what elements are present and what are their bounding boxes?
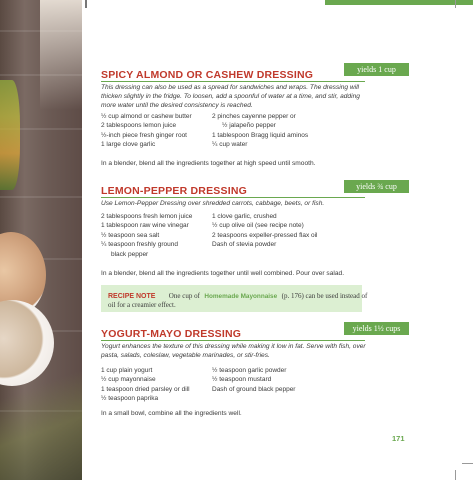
crop-mark — [85, 0, 87, 8]
recipe-intro: Yogurt enhances the texture of this dressing while making it low in fat. Serve with fish, over pasta, salads, coleslaw, vegetable marinades, or stir-fries. — [101, 343, 366, 359]
ingredients-left: 2 tablespoons fresh lemon juice 1 tablespoon raw wine vinegar ½ teaspoon sea salt ¼ teaspoon freshly ground black pepper — [101, 213, 193, 258]
recipe-note-label: RECIPE NOTE — [108, 293, 156, 300]
recipe-title: YOGURT-MAYO DRESSING — [101, 328, 242, 340]
recipe-intro: Use Lemon-Pepper Dressing over shredded carrots, cabbage, beets, or fish. — [101, 200, 325, 207]
title-rule — [101, 197, 365, 198]
recipe-intro: This dressing can also be used as a spread for sandwiches and wraps. The dressing will thicken slightly in the fridge. To loosen, add a spoonful of water at a time, and stir, adding more water until the desired consistency is reached. — [101, 84, 360, 109]
recipe-title: LEMON-PEPPER DRESSING — [101, 185, 247, 197]
page-number: 171 — [392, 434, 405, 443]
yields-badge: yields 1½ cups — [344, 322, 409, 335]
crop-mark — [455, 0, 456, 8]
recipe-title: SPICY ALMOND OR CASHEW DRESSING — [101, 69, 314, 81]
crop-mark — [455, 470, 456, 480]
ingredients-right: 2 pinches cayenne pepper or ½ jalapeño pepper 1 tablespoon Bragg liquid aminos ¼ cup water — [212, 113, 309, 149]
food-photo-strip — [0, 0, 82, 480]
yields-badge: yields ¾ cup — [344, 180, 409, 193]
homemade-mayonnaise-link[interactable]: Homemade Mayonnaise — [204, 293, 278, 300]
ingredients-right: ½ teaspoon garlic powder ½ teaspoon mustard Dash of ground black pepper — [212, 367, 296, 393]
yields-badge: yields 1 cup — [344, 63, 409, 76]
ingredients-left: 1 cup plain yogurt ½ cup mayonnaise 1 teaspoon dried parsley or dill ½ teaspoon paprika — [101, 367, 190, 403]
title-rule — [101, 340, 365, 341]
recipe-note-box: RECIPE NOTE One cup of Homemade Mayonnaise (p. 176) can be used instead of oil for a creamier effect. — [101, 285, 362, 312]
top-accent-bar — [325, 0, 473, 5]
recipe-method: In a blender, blend all the ingredients together at high speed until smooth. — [101, 160, 316, 167]
recipe-method: In a small bowl, combine all the ingredients well. — [101, 410, 242, 417]
ingredients-left: ½ cup almond or cashew butter 2 tablespoons lemon juice ½-inch piece fresh ginger root 1 large clove garlic — [101, 113, 192, 149]
recipe-method: In a blender, blend all the ingredients together until well combined. Pour over salad. — [101, 270, 345, 277]
title-rule — [101, 81, 365, 82]
ingredients-right: 1 clove garlic, crushed ½ cup olive oil (see recipe note) 2 teaspoons expeller-pressed flax oil Dash of stevia powder — [212, 213, 318, 249]
crop-mark — [462, 463, 473, 464]
